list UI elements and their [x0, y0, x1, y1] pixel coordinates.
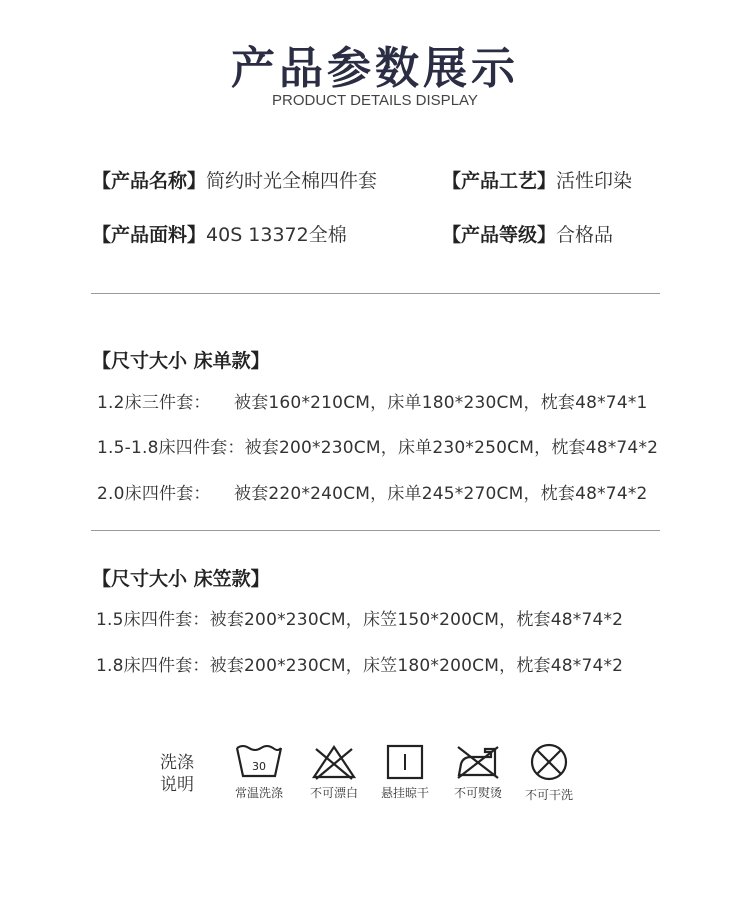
spec-value: 活性印染 — [556, 170, 633, 192]
washing-label-line1: 洗涤 — [160, 753, 194, 773]
care-caption: 不可干洗 — [524, 788, 573, 802]
size-row — [96, 651, 623, 676]
spec-key: 【产品工艺】 — [442, 170, 557, 192]
section-title-fitted: 【尺寸大小 床笠款】 — [92, 568, 270, 590]
spec-value: 简约时光全棉四件套 — [206, 170, 378, 192]
care-item-dry — [375, 744, 435, 801]
wash-30-icon — [235, 744, 283, 780]
svg-text:30: 30 — [252, 760, 266, 773]
care-caption: 不可漂白 — [309, 786, 358, 800]
no-dry-clean-icon — [528, 742, 570, 782]
spec-key: 【产品面料】 — [92, 224, 207, 246]
care-item-bleach — [304, 744, 364, 801]
size-row-value: 被套200*230CM，床笠150*200CM，枕套48*74*2 — [209, 610, 624, 630]
care-caption: 常温洗涤 — [234, 786, 283, 800]
size-row-value: 被套220*240CM，床单245*270CM，枕套48*74*2 — [234, 484, 648, 504]
spec-fabric — [92, 220, 347, 247]
page-subtitle: PRODUCT DETAILS DISPLAY — [272, 92, 478, 109]
size-row-label: 1.5床四件套： — [96, 610, 210, 630]
spec-key: 【产品等级】 — [442, 224, 557, 246]
spec-value: 40S 13372全棉 — [206, 224, 347, 246]
care-caption: 不可熨烫 — [453, 786, 502, 800]
size-row-label: 2.0床四件套： — [97, 484, 211, 504]
size-row-label: 1.8床四件套： — [96, 656, 210, 676]
care-item-iron — [448, 744, 508, 801]
size-row — [97, 388, 648, 413]
care-item-dryclean — [519, 742, 579, 803]
size-row-label: 1.2床三件套： — [97, 393, 211, 413]
washing-label — [160, 752, 200, 796]
page-title: 产品参数展示 — [231, 43, 519, 94]
size-row — [96, 605, 623, 630]
spec-value: 合格品 — [556, 224, 614, 246]
washing-label-line2: 说明 — [160, 775, 194, 795]
care-caption: 悬挂晾干 — [380, 786, 429, 800]
line-dry-icon — [385, 744, 425, 780]
divider — [91, 293, 660, 294]
spec-grade — [442, 220, 613, 247]
spec-key: 【产品名称】 — [92, 170, 207, 192]
size-row-value: 被套160*210CM，床单180*230CM，枕套48*74*1 — [234, 393, 648, 413]
spec-product-name — [92, 166, 377, 193]
spec-craft — [442, 166, 632, 193]
size-row-value: 被套200*230CM，床单230*250CM，枕套48*74*2 — [244, 438, 659, 458]
no-bleach-icon — [311, 744, 357, 780]
section-title-sheet: 【尺寸大小 床单款】 — [92, 350, 270, 372]
divider — [91, 530, 660, 531]
no-iron-icon — [455, 744, 501, 780]
size-row-value: 被套200*230CM，床笠180*200CM，枕套48*74*2 — [209, 656, 624, 676]
size-row — [97, 433, 658, 458]
size-row-label: 1.5-1.8床四件套： — [97, 438, 245, 458]
size-row — [97, 479, 648, 504]
care-item-wash — [229, 744, 289, 801]
